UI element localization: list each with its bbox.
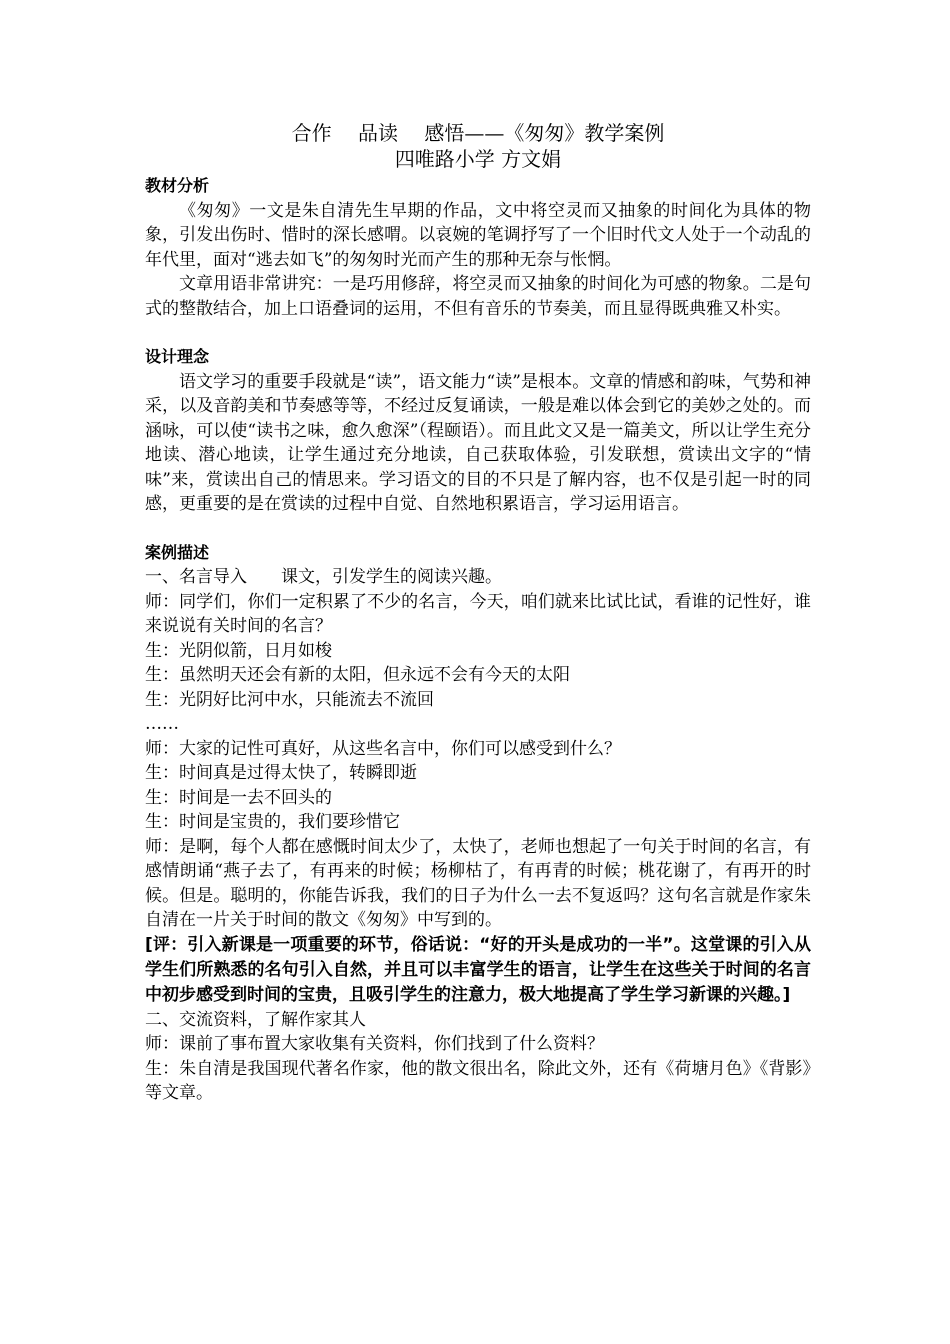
teacher-line: 师：同学们，你们一定积累了不少的名言，今天，咱们就来比试比试，看谁的记性好，谁来说说有关时间的名言？ bbox=[145, 591, 811, 636]
student-line: 生：时间真是过得太快了，转瞬即逝 bbox=[145, 763, 417, 783]
document-page bbox=[145, 120, 811, 1106]
document-title: 合作 品读 感悟——《匆匆》教学案例 bbox=[291, 121, 665, 145]
case-step-1: 一、名言导入 课文，引发学生的阅读兴趣。 bbox=[145, 567, 502, 587]
teacher-line: 师：课前了事布置大家收集有关资料，你们找到了什么资料？ bbox=[145, 1034, 604, 1054]
ellipsis-line: …… bbox=[145, 714, 179, 734]
student-line: 生：朱自清是我国现代著名作家，他的散文很出名，除此文外，还有《荷塘月色》《背影》等文章。 bbox=[145, 1058, 811, 1103]
section-heading-analysis: 教材分析 bbox=[145, 176, 210, 195]
student-line: 生：虽然明天还会有新的太阳，但永远不会有今天的太阳 bbox=[145, 665, 570, 685]
student-line: 生：时间是宝贵的，我们要珍惜它 bbox=[145, 812, 400, 832]
student-line: 生：光阴好比河中水，只能流去不流回 bbox=[145, 689, 434, 710]
concept-paragraph: 语文学习的重要手段就是“读”，语文能力“读”是根本。文章的情感和韵味，气势和神采，以及音韵美和节奏感等等，不经过反复诵读，一般是难以体会到它的美妙之处的。而涵咏，可以使“读书之味，愈久愈深”（程颐语）。而且此文又是一篇美文，所以让学生充分地读、潜心地读，让学生通过充分地读，自己获取体验，引发联想，赏读出文字的“情味”来，赏读出自己的情思来。学习语文的目的不只是了解内容，也不仅是引起一时的同感，更重要的是在赏读的过程中自觉、自然地积累语言，学习运用语言。 bbox=[145, 371, 811, 514]
section-heading-case: 案例描述 bbox=[145, 542, 210, 562]
section-heading-concept: 设计理念 bbox=[145, 347, 210, 366]
analysis-paragraph-2: 文章用语非常讲究：一是巧用修辞，将空灵而又抽象的时间化为可感的物象。二是句式的整散结合，加上口语叠词的运用，不但有音乐的节奏美，而且显得既典雅又朴实。 bbox=[145, 274, 811, 319]
case-step-2: 二、交流资料，了解作家其人 bbox=[145, 1009, 366, 1030]
teacher-line: 师：是啊，每个人都在感慨时间太少了，太快了，老师也想起了一句关于时间的名言，有感情朗诵“燕子去了，有再来的时候；杨柳枯了，有再青的时候；桃花谢了，有再开的时候。但是。聪明的，你能告诉我，我们的日子为什么一去不复返吗？这句名言就是作家朱自清在一片关于时间的散文《匆匆》中写到的。 bbox=[145, 836, 811, 930]
review-comment: [评：引入新课是一项重要的环节，俗话说：“好的开头是成功的一半”。这堂课的引入从学生们所熟悉的名句引入自然，并且可以丰富学生的语言，让学生在这些关于时间的名言中初步感受到时间的宝贵，且吸引学生的注意力，极大地提高了学生学习新课的兴趣。] bbox=[145, 934, 811, 1005]
student-line: 生：时间是一去不回头的 bbox=[145, 787, 332, 808]
student-line: 生：光阴似箭，日月如梭 bbox=[145, 640, 332, 661]
author-line: 四唯路小学 方文娟 bbox=[394, 147, 562, 171]
analysis-paragraph-1: 《匆匆》一文是朱自清先生早期的作品，文中将空灵而又抽象的时间化为具体的物象，引发出伤时、惜时的深长感喟。以哀婉的笔调抒写了一个旧时代文人处于一个动乱的年代里，面对“逃去如飞”的匆匆时光而产生的那种无奈与怅惘。 bbox=[145, 200, 811, 270]
spacer bbox=[145, 517, 811, 541]
teacher-line: 师：大家的记性可真好，从这些名言中，你们可以感受到什么？ bbox=[145, 738, 621, 759]
spacer bbox=[145, 321, 811, 345]
